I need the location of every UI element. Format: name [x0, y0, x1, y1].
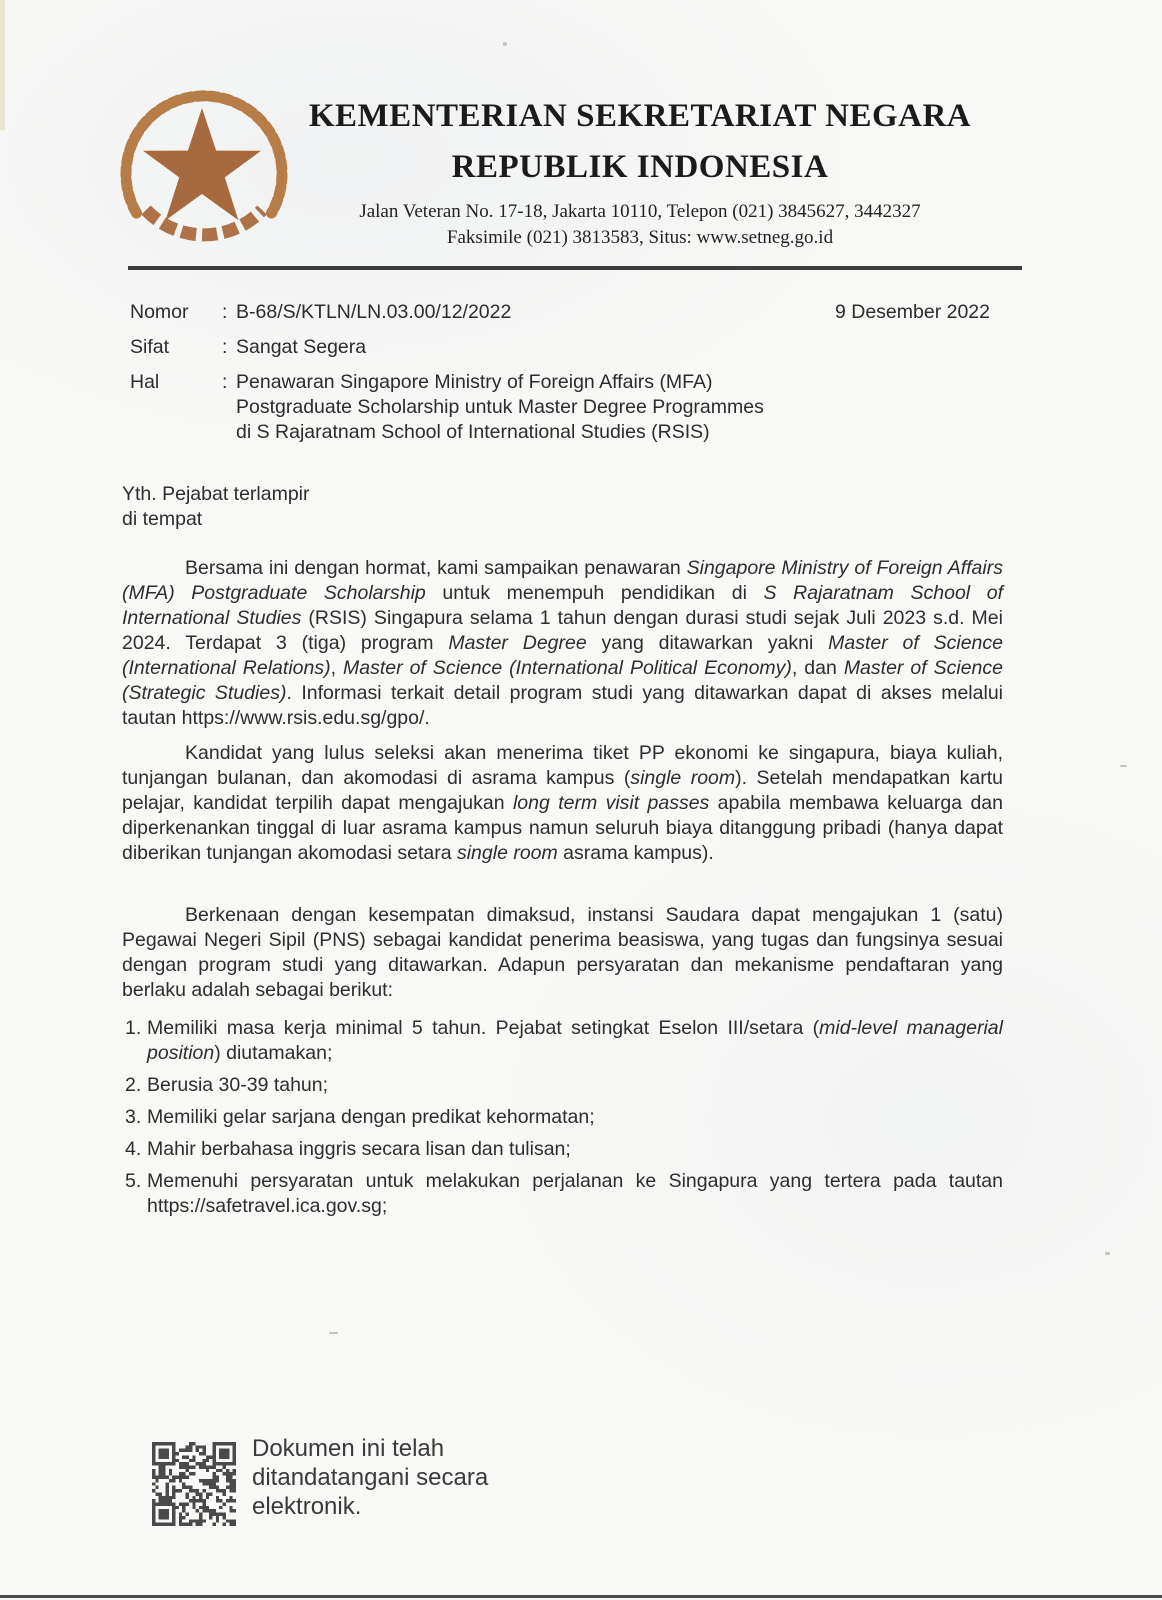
hal-value — [236, 370, 1010, 445]
paragraph-1: Bersama ini dengan hormat, kami sampaikan penawaran Singapore Ministry of Foreign Affairs (MFA) Postgraduate Scholarship untuk menempuh pendidikan di S Rajaratnam School of International Studies (RSIS) Singapura selama 1 tahun dengan durasi studi sejak Juli 2023 s.d. Mei 2024. Terdapat 3 (tiga) program Master Degree yang ditawarkan yakni Master of Science (International Relations), Master of Science (International Political Economy), dan Master of Science (Strategic Studies). Informasi terkait detail program studi yang ditawarkan dapat di akses melalui tautan https://www.rsis.edu.sg/gpo/. — [122, 557, 1003, 729]
requirement-text: Mahir berbahasa inggris secara lisan dan tulisan; — [147, 1138, 571, 1160]
requirement-item-4 — [122, 1137, 1003, 1162]
paragraph-2: Kandidat yang lulus seleksi akan menerima tiket PP ekonomi ke singapura, biaya kuliah, tunjangan bulanan, dan akomodasi di asrama kampus (single room). Setelah mendapatkan kartu pelajar, kandidat terpilih dapat mengajukan long term visit passes apabila membawa keluarga dan diperkenankan tinggal di luar asrama kampus namun seluruh biaya ditanggung pribadi (hanya dapat diberikan tunjangan akomodasi setara single room asrama kampus). — [122, 742, 1004, 864]
recipient-line2: di tempat — [122, 508, 203, 530]
ministry-name: KEMENTERIAN SEKRETARIAT NEGARA — [308, 98, 972, 134]
signed-note-line1: Dokumen ini telah — [252, 1435, 445, 1462]
sifat-separator: : — [222, 336, 228, 358]
requirement-item-5 — [122, 1169, 1003, 1219]
requirements-list — [122, 1016, 1003, 1219]
requirement-item-2 — [122, 1073, 1003, 1098]
requirement-text: Memenuhi persyaratan untuk melakukan perjalanan ke Singapura yang tertera pada tautan https://safetravel.ica.gov.sg; — [147, 1170, 1003, 1217]
nomor-value: B-68/S/KTLN/LN.03.00/12/2022 — [236, 301, 512, 323]
qr-code-icon — [152, 1442, 236, 1526]
requirement-number: 3. — [125, 1106, 142, 1128]
scan-speck — [1105, 1252, 1110, 1255]
hal-label: Hal — [130, 371, 160, 393]
nomor-label: Nomor — [130, 301, 189, 323]
signed-note-line3: elektronik. — [252, 1493, 362, 1520]
letterhead-address-line1: Jalan Veteran No. 17-18, Jakarta 10110, Telepon (021) 3845627, 3442327 — [359, 201, 921, 222]
scan-speck — [1120, 765, 1127, 767]
hal-line3: di S Rajaratnam School of International Studies (RSIS) — [236, 421, 710, 443]
letter-date: 9 Desember 2022 — [834, 301, 990, 323]
country-name: REPUBLIK INDONESIA — [451, 149, 829, 185]
scan-edge-strip — [0, 0, 5, 130]
scan-speck — [329, 1332, 338, 1334]
recipient-line1: Yth. Pejabat terlampir — [122, 483, 310, 505]
requirement-item-1 — [122, 1016, 1003, 1066]
signed-note-line2: ditandatangani secara — [252, 1464, 489, 1491]
requirement-number: 1. — [125, 1017, 142, 1039]
letterhead — [280, 100, 1000, 251]
letterhead-address-line2: Faksimile (021) 3813583, Situs: www.setneg.go.id — [446, 227, 834, 248]
requirement-number: 5. — [125, 1170, 142, 1192]
hal-separator: : — [222, 371, 228, 393]
requirement-text: Memiliki masa kerja minimal 5 tahun. Pejabat setingkat Eselon III/setara (mid-level managerial position) diutamakan; — [147, 1017, 1003, 1064]
letter-body — [122, 556, 1003, 1226]
sifat-value: Sangat Segera — [236, 336, 367, 358]
requirement-text: Berusia 30-39 tahun; — [147, 1074, 329, 1096]
ministry-seal-icon — [114, 90, 294, 262]
sifat-label: Sifat — [130, 336, 170, 358]
scan-bottom-edge — [0, 1595, 1162, 1598]
requirement-item-3 — [122, 1105, 1003, 1130]
meta-row-hal — [130, 370, 1010, 445]
hal-line2: Postgraduate Scholarship untuk Master Degree Programmes — [236, 396, 764, 418]
requirement-number: 2. — [125, 1074, 142, 1096]
requirement-text: Memiliki gelar sarjana dengan predikat kehormatan; — [147, 1106, 595, 1128]
scan-speck — [503, 42, 507, 46]
nomor-separator: : — [222, 301, 228, 323]
recipient-block — [122, 482, 310, 532]
letterhead-rule — [128, 266, 1022, 270]
paragraph-3: Berkenaan dengan kesempatan dimaksud, instansi Saudara dapat mengajukan 1 (satu) Pegawai Negeri Sipil (PNS) sebagai kandidat penerima beasiswa, yang tugas dan fungsinya sesuai dengan program studi yang ditawarkan. Adapun persyaratan dan mekanisme pendaftaran yang berlaku adalah sebagai berikut: — [122, 904, 1003, 1001]
hal-line1: Penawaran Singapore Ministry of Foreign Affairs (MFA) — [236, 371, 713, 393]
requirement-number: 4. — [125, 1138, 142, 1160]
signed-note — [252, 1434, 488, 1521]
digital-signature-block — [152, 1434, 488, 1526]
letter-meta — [130, 300, 1010, 455]
meta-row-sifat — [130, 335, 1010, 360]
